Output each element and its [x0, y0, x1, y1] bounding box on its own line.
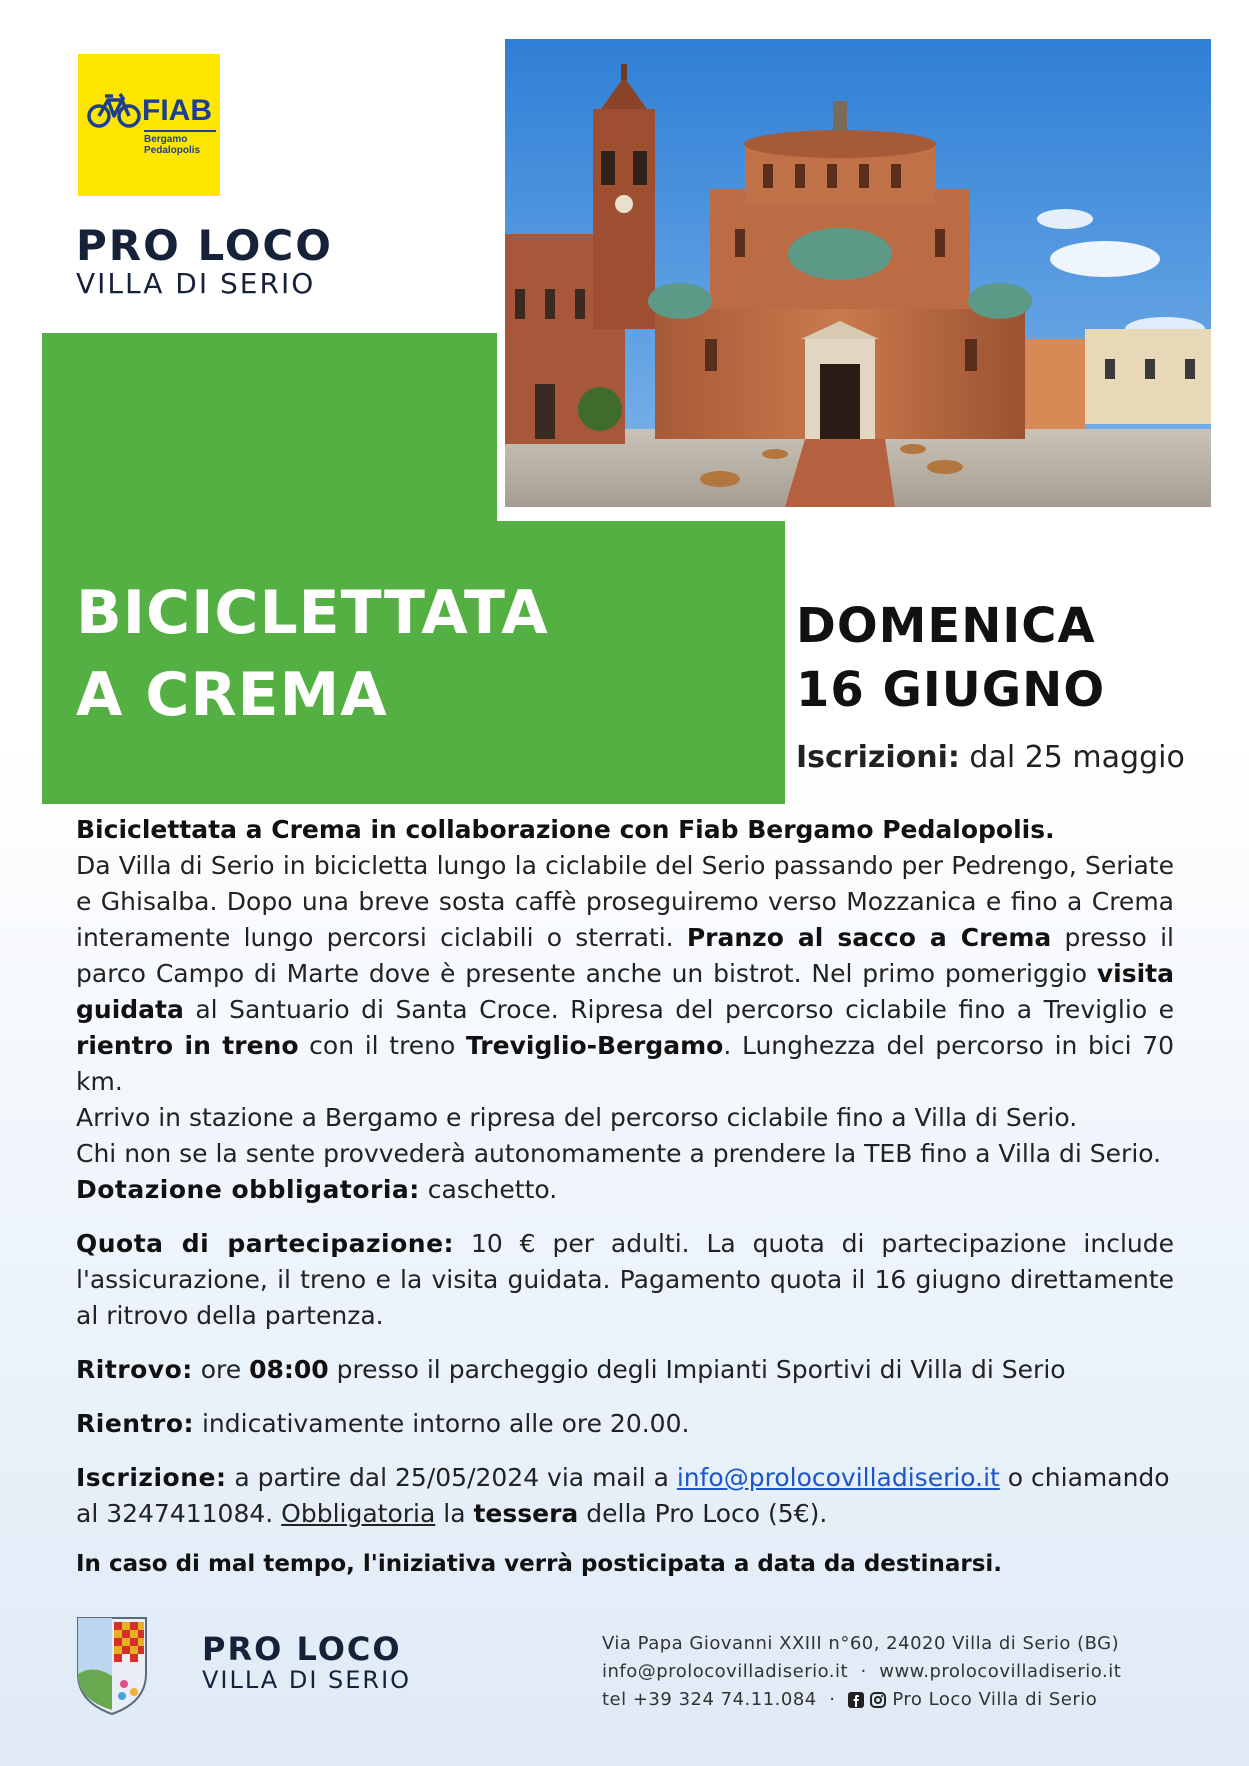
- meeting-paragraph: [76, 1352, 1174, 1388]
- iscrizioni-summary: [796, 740, 1185, 775]
- registration-text-b: o chiamando al 3247411084.: [76, 1463, 1170, 1528]
- footer-org-name: PRO LOCO: [202, 1630, 402, 1668]
- footer-web-row: [602, 1658, 1121, 1686]
- org-place: VILLA DI SERIO: [76, 267, 316, 300]
- bicycle-icon: [86, 88, 142, 130]
- event-description: [76, 812, 1174, 1582]
- itinerary-text-a: Da Villa di Serio in bicicletta lungo la ciclabile del Serio passando per Pedrengo, Seriate e Ghisalba. Dopo una breve sosta caffè proseguiremo verso Mozzanica e fino a Crema interamente lungo percorsi ciclabili o sterrati.: [76, 851, 1174, 952]
- equipment-paragraph: [76, 1172, 1174, 1208]
- registration-text-a: a partire dal 25/05/2024 via mail a: [226, 1463, 677, 1492]
- fiab-logo-subtitle: [144, 130, 216, 156]
- fiab-sub-2: Pedalopolis: [144, 145, 201, 156]
- footer-separator: ·: [860, 1661, 867, 1682]
- itinerary-text-e: al Santuario di Santa Croce. Ripresa del percorso ciclabile fino a Treviglio e: [183, 995, 1174, 1024]
- itinerary-lunch: Pranzo al sacco a Crema: [686, 923, 1052, 952]
- registration-text-c: la: [435, 1499, 474, 1528]
- event-title: [76, 572, 549, 736]
- event-day: DOMENICA: [796, 598, 1096, 654]
- event-title-line2: A CREMA: [76, 660, 388, 730]
- villa-di-serio-crest-icon: [74, 1614, 150, 1716]
- registration-card: tessera: [473, 1499, 579, 1528]
- footer-website[interactable]: www.prolocovilladiserio.it: [879, 1661, 1122, 1682]
- fee-label: Quota di partecipazione:: [76, 1229, 455, 1258]
- event-date: [796, 594, 1105, 722]
- teb-paragraph: Chi non se la sente provvederà autonomamente a prendere la TEB fino a Villa di Serio.: [76, 1139, 1162, 1168]
- fee-paragraph: [76, 1226, 1174, 1334]
- footer-phone: tel +39 324 74.11.084: [602, 1689, 817, 1710]
- registration-label: Iscrizione:: [76, 1463, 227, 1492]
- weather-notice: In caso di mal tempo, l'iniziativa verrà posticipata a data da destinarsi.: [76, 1551, 1003, 1577]
- fiab-sub-1: Bergamo: [144, 134, 188, 145]
- facebook-icon: [848, 1692, 864, 1708]
- return-paragraph: [76, 1406, 1174, 1442]
- return-value: indicativamente intorno alle ore 20.00.: [194, 1409, 690, 1438]
- event-date-value: 16 GIUGNO: [796, 662, 1106, 718]
- meeting-time: 08:00: [249, 1355, 329, 1384]
- iscrizioni-label: Iscrizioni:: [796, 740, 960, 775]
- footer-phone-row: [602, 1686, 1121, 1714]
- itinerary-length: . Lunghezza del percorso in bici 70 km.: [76, 1031, 1175, 1096]
- meeting-place: presso il parcheggio degli Impianti Sportivi di Villa di Serio: [328, 1355, 1066, 1384]
- equipment-value: caschetto.: [419, 1175, 558, 1204]
- footer-email[interactable]: info@prolocovilladiserio.it: [602, 1661, 849, 1682]
- arrival-paragraph: Arrivo in stazione a Bergamo e ripresa del percorso ciclabile fino a Villa di Serio.: [76, 1103, 1078, 1132]
- intro-heading: Biciclettata a Crema in collaborazione con Fiab Bergamo Pedalopolis.: [76, 815, 1055, 844]
- itinerary-visit: visita guidata: [76, 959, 1174, 1024]
- registration-mandatory: Obbligatoria: [281, 1499, 436, 1528]
- itinerary-paragraph: [76, 848, 1174, 1100]
- fee-value: 10 € per adulti. La quota di partecipazione include l'assicurazione, il treno e la visita guidata. Pagamento quota il 16 giugno direttamente al ritrovo della partenza.: [76, 1229, 1174, 1330]
- itinerary-train-line: Treviglio-Bergamo: [465, 1031, 724, 1060]
- registration-text-d: della Pro Loco (5€).: [578, 1499, 828, 1528]
- green-band-top: [42, 333, 497, 523]
- equipment-label: Dotazione obbligatoria:: [76, 1175, 420, 1204]
- fiab-logo: [78, 54, 220, 196]
- return-label: Rientro:: [76, 1409, 195, 1438]
- footer-org-place: VILLA DI SERIO: [202, 1666, 412, 1694]
- santuario-photo: [505, 39, 1211, 507]
- footer-contacts: [602, 1630, 1121, 1714]
- instagram-icon: [870, 1692, 886, 1708]
- itinerary-text-g: con il treno: [298, 1031, 466, 1060]
- footer-address: Via Papa Giovanni XXIII n°60, 24020 Villa di Serio (BG): [602, 1633, 1120, 1654]
- itinerary-train-return: rientro in treno: [76, 1031, 299, 1060]
- proloco-header-logo: [76, 221, 333, 300]
- footer-social: Pro Loco Villa di Serio: [892, 1689, 1098, 1710]
- registration-email-link[interactable]: info@prolocovilladiserio.it: [676, 1463, 1000, 1492]
- footer-separator-2: ·: [829, 1689, 836, 1710]
- event-title-line1: BICICLETTATA: [76, 578, 549, 648]
- org-name: PRO LOCO: [76, 221, 333, 270]
- proloco-footer-logo: [202, 1632, 411, 1694]
- itinerary-text-c: presso il parco Campo di Marte dove è presente anche un bistrot. Nel primo pomeriggio: [76, 923, 1174, 988]
- registration-paragraph: [76, 1460, 1174, 1532]
- meeting-label: Ritrovo:: [76, 1355, 193, 1384]
- iscrizioni-value: dal 25 maggio: [969, 740, 1185, 775]
- fiab-logo-name: FIAB: [142, 94, 212, 127]
- meeting-text-a: ore: [192, 1355, 250, 1384]
